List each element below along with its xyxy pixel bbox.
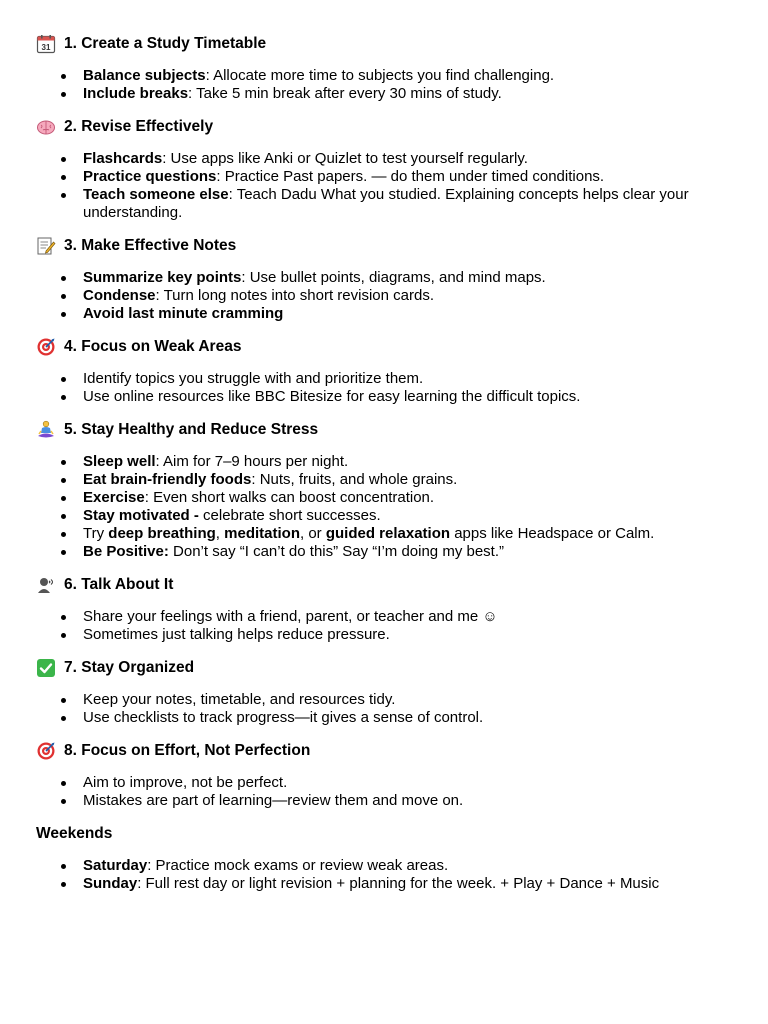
bullet-list: [36, 453, 736, 561]
meditation-icon: [36, 420, 56, 440]
list-item: [36, 287, 736, 305]
item-text: : Use apps like Anki or Quizlet to test yourself regularly.: [162, 150, 528, 167]
item-text: Try: [83, 525, 109, 542]
item-bold-text: Eat brain-friendly foods: [83, 471, 252, 488]
list-item: [36, 388, 736, 406]
item-text: Aim to improve, not be perfect.: [83, 774, 288, 791]
item-bold-text: guided relaxation: [325, 525, 451, 542]
list-item: [36, 709, 736, 727]
section-title: Weekends: [36, 825, 113, 842]
item-text: : Turn long notes into short revision cards.: [155, 287, 434, 304]
item-bold-text: Saturday: [83, 857, 148, 874]
item-text: Identify topics you struggle with and prioritize them.: [83, 370, 424, 387]
list-item: [36, 370, 736, 388]
bullet-list: [36, 608, 736, 644]
bullet-list: [36, 774, 736, 810]
item-bold-text: Exercise: [83, 489, 145, 506]
item-text: : Aim for 7–9 hours per night.: [155, 453, 349, 470]
section-heading: [36, 336, 736, 358]
item-text: Keep your notes, timetable, and resources tidy.: [83, 691, 396, 708]
item-text: celebrate short successes.: [198, 507, 381, 524]
item-text: : Practice mock exams or review weak areas.: [147, 857, 449, 874]
section-title: 1. Create a Study Timetable: [64, 35, 267, 52]
bullet-list: [36, 857, 736, 893]
item-bold-text: deep breathing: [108, 525, 216, 542]
section-title: 6. Talk About It: [64, 576, 174, 593]
item-text: : Use bullet points, diagrams, and mind maps.: [241, 269, 546, 286]
talking-person-icon: [36, 575, 56, 595]
item-bold-text: Avoid last minute cramming: [83, 305, 284, 322]
item-bold-text: Balance subjects: [83, 67, 206, 84]
section-title: 3. Make Effective Notes: [64, 237, 237, 254]
memo-icon: [36, 236, 56, 256]
item-bold-text: Summarize key points: [83, 269, 242, 286]
list-item: [36, 67, 736, 85]
list-item: [36, 875, 736, 893]
list-item: [36, 608, 736, 626]
svg-text:31: 31: [41, 43, 51, 52]
section-heading: [36, 823, 736, 845]
list-item: [36, 186, 736, 222]
item-text: : Full rest day or light revision + planning for the week. + Play + Dance + Music: [137, 875, 660, 892]
section-title: 7. Stay Organized: [64, 659, 195, 676]
section-heading: [36, 419, 736, 441]
section-heading: [36, 33, 736, 55]
list-item: [36, 626, 736, 644]
section-title: 8. Focus on Effort, Not Perfection: [64, 742, 311, 759]
list-item: [36, 269, 736, 287]
item-text: Sometimes just talking helps reduce pressure.: [83, 626, 390, 643]
list-item: [36, 150, 736, 168]
item-text: Share your feelings with a friend, parent, or teacher and me ☺: [83, 608, 498, 625]
item-bold-text: Be Positive:: [83, 543, 169, 560]
document-page: [36, 33, 736, 906]
section-title: 5. Stay Healthy and Reduce Stress: [64, 421, 319, 438]
item-text: : Practice Past papers. — do them under timed conditions.: [216, 168, 605, 185]
list-item: [36, 525, 736, 543]
item-text: Use online resources like BBC Bitesize for easy learning the difficult topics.: [83, 388, 581, 405]
list-item: [36, 857, 736, 875]
item-bold-text: Include breaks: [83, 85, 189, 102]
brain-icon: [36, 117, 56, 137]
list-item: [36, 471, 736, 489]
section-title: 2. Revise Effectively: [64, 118, 214, 135]
item-bold-text: Teach someone else: [83, 186, 229, 203]
calendar-icon: [36, 34, 56, 54]
item-text: : Even short walks can boost concentration.: [144, 489, 435, 506]
item-bold-text: Stay motivated -: [83, 507, 199, 524]
list-item: [36, 691, 736, 709]
item-text: : Allocate more time to subjects you find challenging.: [205, 67, 555, 84]
bullet-list: [36, 691, 736, 727]
item-text: apps like Headspace or Calm.: [450, 525, 655, 542]
checkmark-icon: [36, 658, 56, 678]
section-heading: [36, 116, 736, 138]
item-bold-text: Sunday: [83, 875, 138, 892]
list-item: [36, 168, 736, 186]
item-text: Use checklists to track progress—it gives a sense of control.: [83, 709, 484, 726]
bullet-list: [36, 269, 736, 323]
item-text: : Take 5 min break after every 30 mins of study.: [188, 85, 502, 102]
item-text: ,: [215, 525, 225, 542]
list-item: [36, 774, 736, 792]
target-icon: [36, 741, 56, 761]
list-item: [36, 85, 736, 103]
list-item: [36, 507, 736, 525]
item-bold-text: Condense: [83, 287, 156, 304]
item-text: : Teach Dadu What you studied. Explaining concepts helps clear your understanding.: [83, 186, 689, 221]
item-bold-text: Flashcards: [83, 150, 163, 167]
item-bold-text: Sleep well: [83, 453, 156, 470]
item-text: , or: [299, 525, 326, 542]
list-item: [36, 543, 736, 561]
item-bold-text: meditation: [224, 525, 300, 542]
item-bold-text: Practice questions: [83, 168, 217, 185]
target-icon: [36, 337, 56, 357]
bullet-list: [36, 370, 736, 406]
list-item: [36, 453, 736, 471]
item-text: : Nuts, fruits, and whole grains.: [251, 471, 458, 488]
section-heading: [36, 657, 736, 679]
section-heading: [36, 574, 736, 596]
list-item: [36, 792, 736, 810]
section-heading: [36, 235, 736, 257]
list-item: [36, 489, 736, 507]
item-text: Don’t say “I can’t do this” Say “I’m doing my best.”: [168, 543, 504, 560]
list-item: [36, 305, 736, 323]
bullet-list: [36, 67, 736, 103]
section-title: 4. Focus on Weak Areas: [64, 338, 242, 355]
item-text: Mistakes are part of learning—review them and move on.: [83, 792, 464, 809]
section-heading: [36, 740, 736, 762]
bullet-list: [36, 150, 736, 222]
